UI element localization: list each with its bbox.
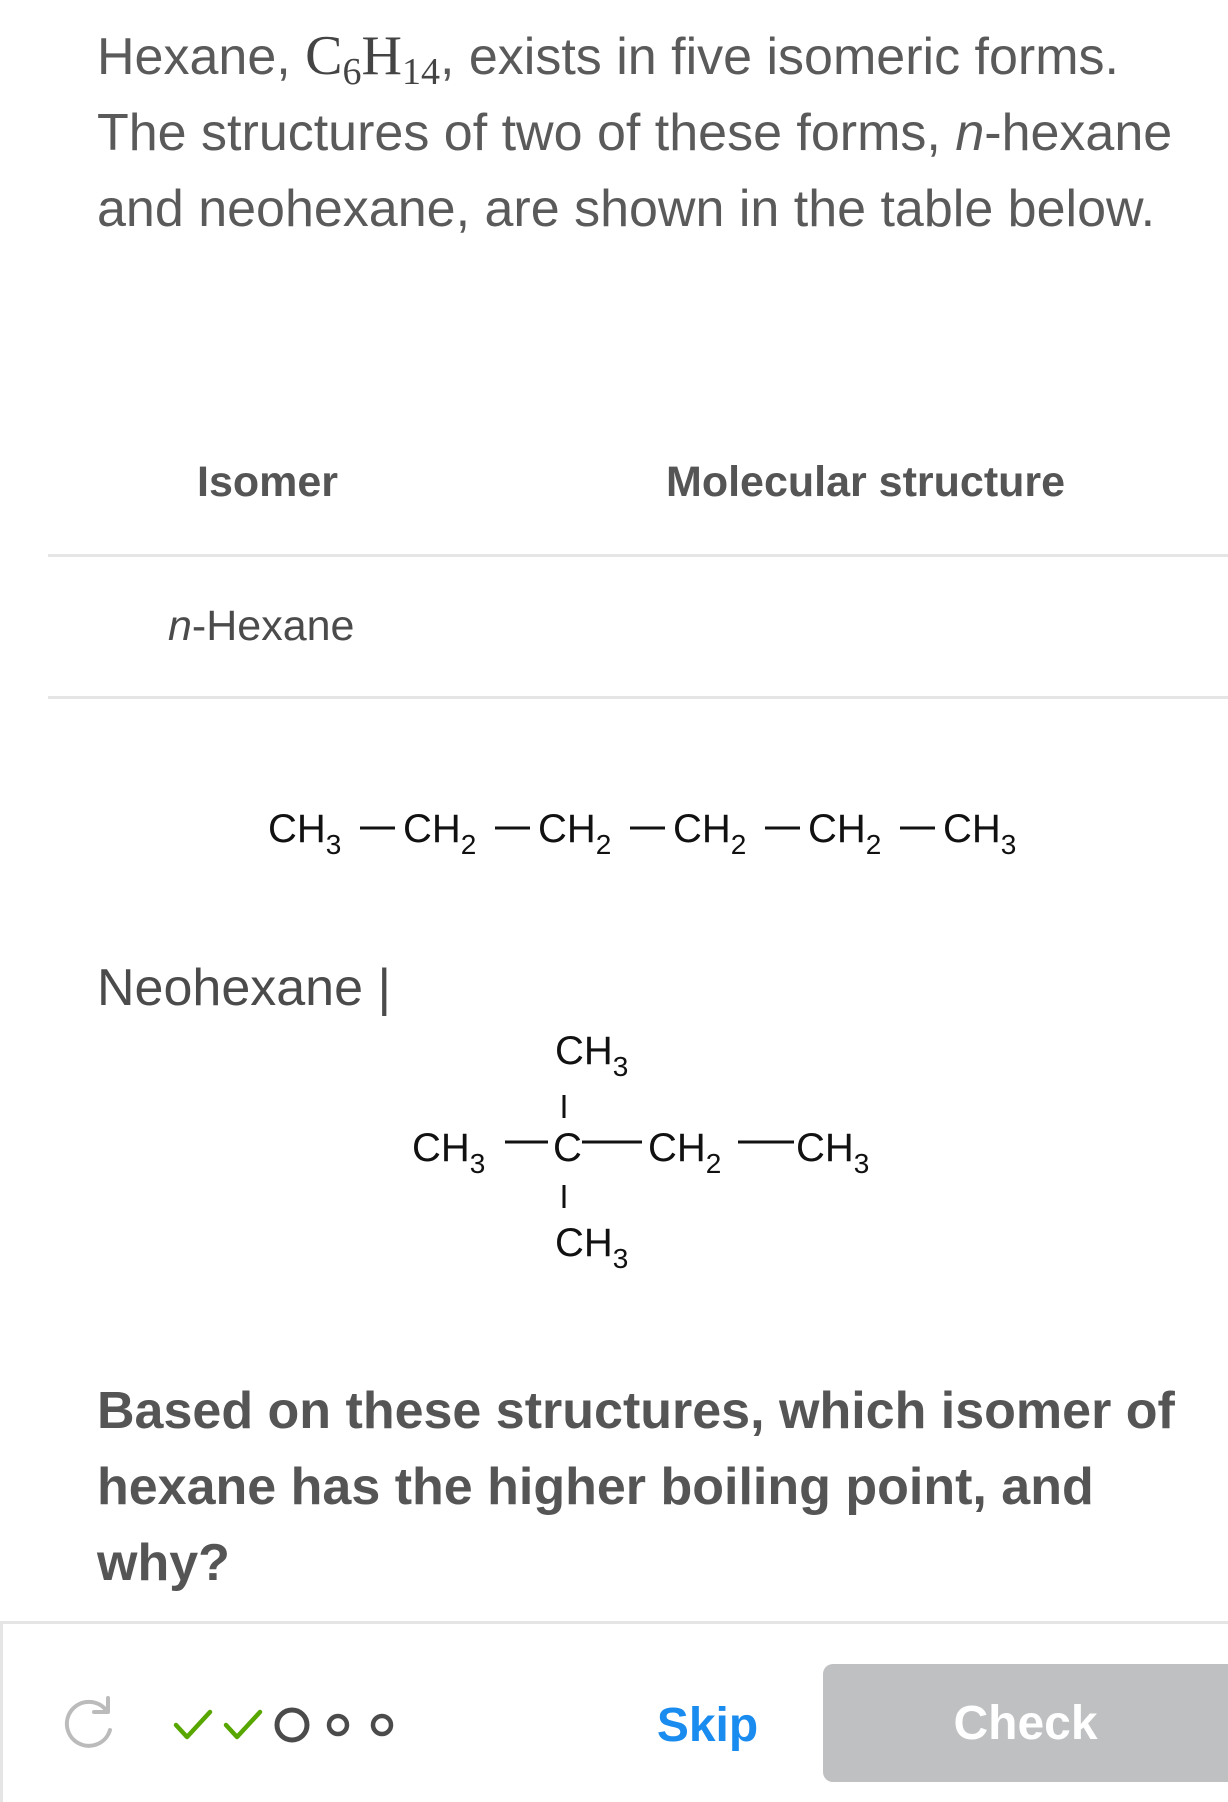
- chain-group: $CH_2$: [808, 807, 882, 860]
- neo-right-group-2: $CH_3$: [796, 1126, 870, 1179]
- circle-large-icon: [272, 1705, 312, 1745]
- intro-italic-n: n: [955, 104, 985, 162]
- intro-text-2: , exists in five isomeric forms. The structures of two of these forms,: [97, 28, 1119, 162]
- table-divider: [48, 554, 1228, 557]
- chain-group: $CH_3$: [943, 807, 1017, 860]
- header-isomer: Isomer: [197, 458, 339, 506]
- reload-icon[interactable]: [58, 1694, 118, 1754]
- header-molecular-structure: Molecular structure: [666, 458, 1066, 506]
- row-label-neohexane: Neohexane |: [97, 959, 391, 1017]
- chain-group: $CH_3$: [268, 807, 342, 860]
- check-button[interactable]: Check: [823, 1664, 1228, 1782]
- table-divider: [48, 696, 1228, 699]
- check-icon: [222, 1707, 264, 1743]
- circle-small-icon: [364, 1707, 400, 1743]
- neo-right-group-1: $CH_2$: [648, 1126, 722, 1179]
- check-icon: [172, 1707, 214, 1743]
- skip-button[interactable]: Skip: [640, 1690, 775, 1760]
- progress-indicator: [172, 1700, 400, 1750]
- intro-text-3: -hexane and neohexane, are shown in the table below.: [97, 104, 1173, 238]
- circle-small-icon: [320, 1707, 356, 1743]
- intro-text-1: Hexane,: [97, 28, 306, 86]
- question-text: Based on these structures, which isomer of hexane has the higher boiling point, and why?: [97, 1382, 1175, 1592]
- row-label-n-hexane: n-Hexane: [168, 602, 355, 650]
- chain-group: $CH_2$: [538, 807, 612, 860]
- neo-center-carbon: C: [553, 1126, 582, 1170]
- neohexane-structure: [0, 1010, 1228, 1280]
- neo-bottom-group: $CH_3$: [555, 1221, 629, 1274]
- text-cursor: |: [377, 959, 391, 1017]
- neo-left-group: $CH_3$: [412, 1126, 486, 1179]
- intro-paragraph: [97, 18, 1207, 247]
- n-hexane-structure: [0, 780, 1228, 860]
- chain-group: $CH_2$: [673, 807, 747, 860]
- hexane-formula: $C_6H_{14}$: [305, 25, 440, 93]
- neo-top-group: $CH_3$: [555, 1029, 629, 1082]
- chain-group: $CH_2$: [403, 807, 477, 860]
